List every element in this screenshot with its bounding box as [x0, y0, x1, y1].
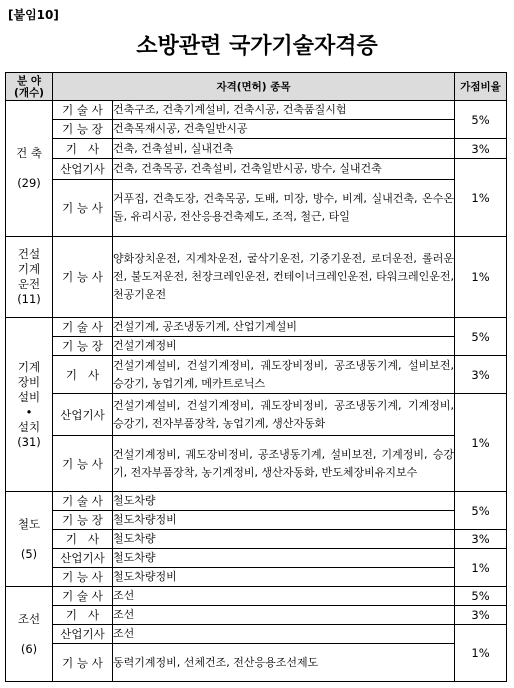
table-row [6, 606, 507, 625]
table-row [6, 180, 507, 237]
weight-ratio-cell: 5% [455, 101, 507, 139]
weight-ratio-cell: 1% [455, 549, 507, 587]
qualification-items-cell: 조선 [113, 625, 455, 644]
qualification-items-cell: 건축목재시공, 건축일반시공 [113, 120, 455, 139]
table-row [6, 139, 507, 159]
weight-ratio-cell: 3% [455, 356, 507, 394]
level-cell: 기 사 [53, 606, 113, 625]
qualification-items-cell: 건축구조, 건축기계설비, 건축시공, 건축품질시험 [113, 101, 455, 120]
table-row [6, 511, 507, 530]
page-title: 소방관련 국가기술자격증 [136, 34, 378, 59]
level-cell: 기 사 [53, 139, 113, 159]
qualification-items-cell: 거푸집, 건축도장, 건축목공, 도배, 미장, 방수, 비계, 실내건축, 온수온돌, 유리시공, 전산응용건축제도, 조적, 철근, 타일 [113, 180, 455, 237]
qualification-items-cell: 건설기계, 공조냉동기계, 산업기계설비 [113, 318, 455, 337]
level-cell: 기 능 사 [53, 644, 113, 682]
table-row [6, 549, 507, 568]
field-cell: 철도 (5) [6, 492, 53, 587]
qualification-items-cell: 철도차량정비 [113, 568, 455, 587]
field-cell: 기계 장비 설비 • 설치 (31) [6, 318, 53, 492]
level-cell: 기 능 사 [53, 237, 113, 318]
qualification-items-cell: 건설기계설비, 건설기계정비, 궤도장비정비, 공조냉동기계, 설비보전, 승강기, 농업기계, 메카트로닉스 [113, 356, 455, 394]
level-cell: 산업기사 [53, 394, 113, 436]
qualification-items-cell: 조선 [113, 606, 455, 625]
table-row [6, 568, 507, 587]
weight-ratio-cell: 5% [455, 492, 507, 530]
attachment-label: [붙임10] [8, 8, 59, 22]
table-row [6, 159, 507, 180]
level-cell: 기 술 사 [53, 101, 113, 120]
level-cell: 기 능 사 [53, 568, 113, 587]
weight-ratio-cell: 3% [455, 530, 507, 549]
weight-ratio-cell: 1% [455, 394, 507, 492]
field-cell: 건설 기계 운전 (11) [6, 237, 53, 318]
level-cell: 기 술 사 [53, 587, 113, 606]
level-cell: 산업기사 [53, 625, 113, 644]
header-field: 분 야 (개수) [6, 73, 53, 101]
table-header-row [6, 73, 507, 101]
qualification-items-cell: 조선 [113, 587, 455, 606]
table-row [6, 120, 507, 139]
qualification-items-cell: 건축, 건축목공, 건축설비, 건축일반시공, 방수, 실내건축 [113, 159, 455, 180]
weight-ratio-cell: 3% [455, 139, 507, 159]
field-cell: 조선 (6) [6, 587, 53, 682]
table-row [6, 101, 507, 120]
level-cell: 기 능 장 [53, 511, 113, 530]
weight-ratio-cell: 3% [455, 606, 507, 625]
level-cell: 기 사 [53, 530, 113, 549]
weight-ratio-cell: 5% [455, 318, 507, 356]
weight-ratio-cell: 5% [455, 587, 507, 606]
level-cell: 산업기사 [53, 159, 113, 180]
table-row [6, 356, 507, 394]
table-row [6, 492, 507, 511]
table-row [6, 436, 507, 492]
table-row [6, 394, 507, 436]
qualification-items-cell: 철도차량 [113, 549, 455, 568]
qualification-items-cell: 동력기계정비, 선체건조, 전산응용조선제도 [113, 644, 455, 682]
level-cell: 기 능 사 [53, 180, 113, 237]
qualification-items-cell: 철도차량 [113, 492, 455, 511]
level-cell: 기 능 장 [53, 120, 113, 139]
weight-ratio-cell: 1% [455, 237, 507, 318]
level-cell: 기 술 사 [53, 492, 113, 511]
qualification-items-cell: 철도차량정비 [113, 511, 455, 530]
table-row [6, 644, 507, 682]
table-row [6, 530, 507, 549]
level-cell: 기 사 [53, 356, 113, 394]
weight-ratio-cell: 1% [455, 625, 507, 682]
header-qualification: 자격(면허) 종목 [53, 73, 455, 101]
qualification-items-cell: 건설기계정비 [113, 337, 455, 356]
table-row [6, 625, 507, 644]
level-cell: 기 능 장 [53, 337, 113, 356]
qualification-items-cell: 건설기계설비, 건설기계정비, 궤도장비정비, 공조냉동기계, 기계정비, 승강기, 전자부품장착, 농업기계, 생산자동화 [113, 394, 455, 436]
qualification-table [5, 72, 507, 682]
table-row [6, 587, 507, 606]
qualification-items-cell: 건축, 건축설비, 실내건축 [113, 139, 455, 159]
level-cell: 기 술 사 [53, 318, 113, 337]
table-row [6, 337, 507, 356]
weight-ratio-cell: 1% [455, 159, 507, 237]
qualification-items-cell: 건설기계정비, 궤도장비정비, 공조냉동기계, 설비보전, 기계정비, 승강기, 전자부품장착, 농기계정비, 생산자동화, 반도체장비유지보수 [113, 436, 455, 492]
table-row [6, 318, 507, 337]
level-cell: 산업기사 [53, 549, 113, 568]
level-cell: 기 능 사 [53, 436, 113, 492]
field-cell: 건 축 (29) [6, 101, 53, 237]
qualification-items-cell: 양화장치운전, 지게차운전, 굴삭기운전, 기중기운전, 로더운전, 롤러운전, 불도저운전, 천장크레인운전, 컨테이너크레인운전, 타워크레인운전, 천공기운전 [113, 237, 455, 318]
qualification-items-cell: 철도차량 [113, 530, 455, 549]
table-row [6, 237, 507, 318]
header-weight: 가점비율 [455, 73, 507, 101]
